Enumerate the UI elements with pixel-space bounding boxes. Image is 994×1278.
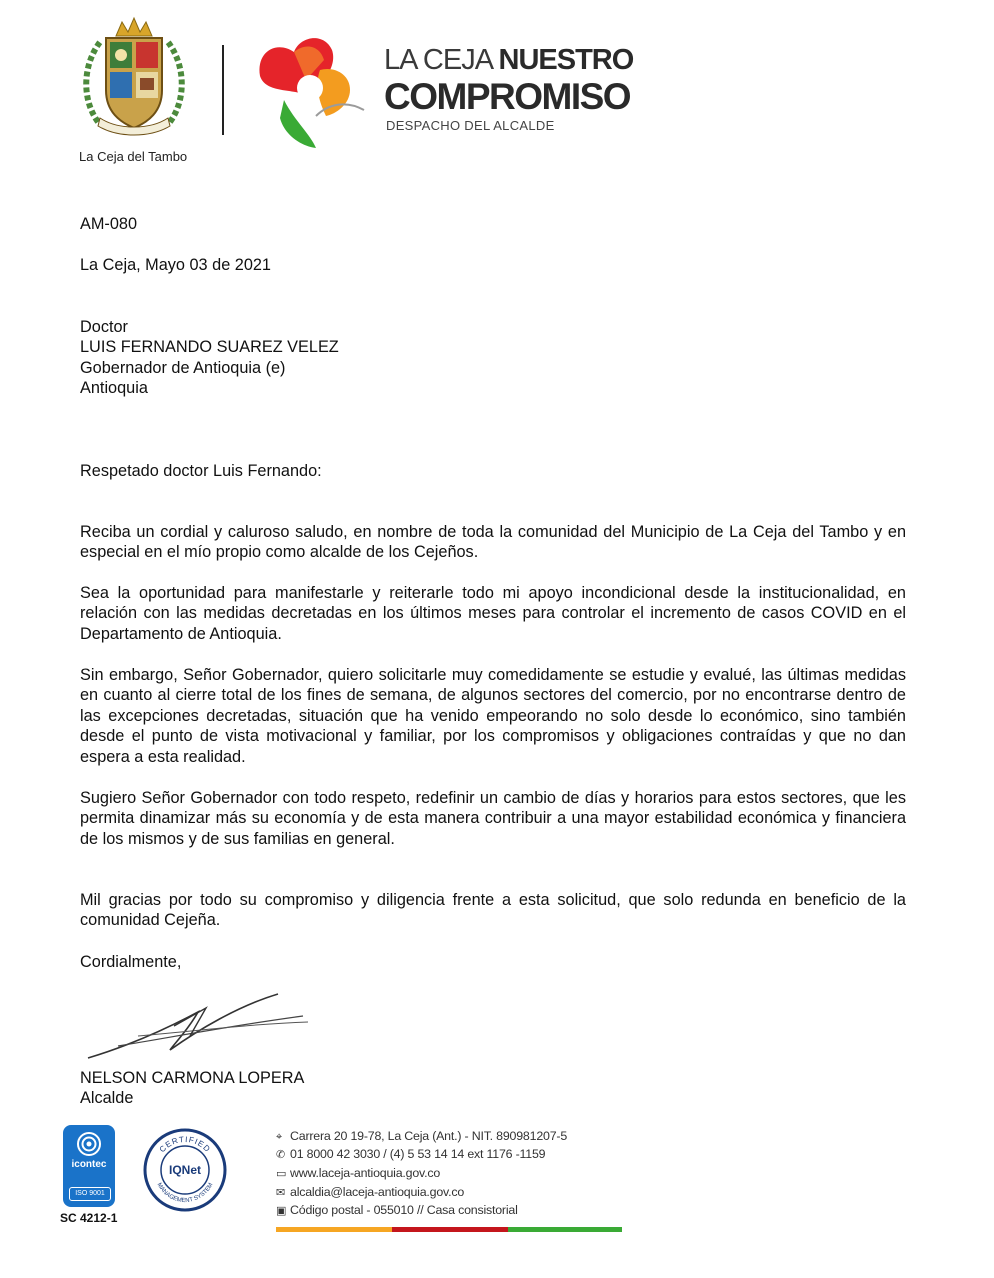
signer-name: NELSON CARMONA LOPERA xyxy=(80,1069,305,1087)
recipient-role: Gobernador de Antioquia (e) xyxy=(80,359,286,377)
location-pin-icon: ⌖ xyxy=(276,1131,282,1143)
color-bar-segment xyxy=(508,1227,622,1232)
icontec-certification-badge xyxy=(63,1125,115,1207)
footer-color-bar xyxy=(276,1227,622,1232)
logo-title-line1 xyxy=(384,44,633,77)
phone-icon: ✆ xyxy=(276,1149,286,1161)
header-divider xyxy=(222,45,224,135)
website-link[interactable]: www.laceja-antioquia.gov.co xyxy=(290,1166,441,1180)
contact-postal xyxy=(276,1203,518,1217)
iqnet-certified-text: CERTIFIED xyxy=(157,1134,213,1155)
icontec-rings-icon xyxy=(76,1131,102,1157)
iqnet-management-text: MANAGEMENT SYSTEM xyxy=(155,1182,215,1205)
signer-role: Alcalde xyxy=(80,1089,134,1107)
logo-subtitle: DESPACHO DEL ALCALDE xyxy=(386,118,555,133)
color-bar-segment xyxy=(276,1227,392,1232)
iqnet-certification-badge xyxy=(143,1128,227,1212)
recipient-title: Doctor xyxy=(80,318,128,336)
recipient-place: Antioquia xyxy=(80,379,148,397)
mailbox-icon: ▣ xyxy=(276,1205,287,1217)
certificate-code: SC 4212-1 xyxy=(60,1211,118,1225)
address-text: Carrera 20 19-78, La Ceja (Ant.) - NIT. 890981207-5 xyxy=(290,1129,568,1143)
iqnet-label: IQNet xyxy=(168,1163,202,1177)
contact-website xyxy=(276,1166,440,1180)
iso-label: ISO 9001 xyxy=(69,1187,111,1201)
recipient-name: LUIS FERNANDO SUAREZ VELEZ xyxy=(80,338,339,356)
email-link[interactable]: alcaldia@laceja-antioquia.gov.co xyxy=(290,1185,465,1199)
municipality-name: La Ceja del Tambo xyxy=(79,149,188,164)
body-paragraph: Reciba un cordial y caluroso saludo, en nombre de toda la comunidad del Municipio de La Ceja del Tambo y en especial en el mío propio como alcalde de los Cejeños. xyxy=(80,523,906,562)
postal-text: Código postal - 055010 // Casa consistorial xyxy=(290,1203,518,1217)
body-paragraph: Mil gracias por todo su compromiso y diligencia frente a esta solicitud, que solo redunda en beneficio de la comunidad Cejeña. xyxy=(80,891,906,930)
phones-text: 01 8000 42 3030 / (4) 5 53 14 14 ext 1176 -1159 xyxy=(290,1147,546,1161)
closing: Cordialmente, xyxy=(80,953,182,971)
contact-phones xyxy=(276,1147,545,1161)
logo-title-light: LA CEJA xyxy=(384,44,499,76)
handwritten-signature xyxy=(78,986,318,1066)
envelope-icon: ✉ xyxy=(276,1187,286,1199)
logo-title-bold: NUESTRO xyxy=(498,44,634,76)
heart-logo xyxy=(254,30,372,150)
color-bar-segment xyxy=(392,1227,508,1232)
body-paragraph: Sugiero Señor Gobernador con todo respeto, redefinir un cambio de días y horarios para estos sectores, que les permita dinamizar más su economía y de esta manera contribuir a una mayor estabilidad económica y financiera de los mismos y de sus familias en general. xyxy=(80,789,906,848)
salutation: Respetado doctor Luis Fernando: xyxy=(80,462,322,480)
contact-address xyxy=(276,1129,567,1144)
computer-icon: ▭ xyxy=(276,1168,287,1180)
logo-title-line2: COMPROMISO xyxy=(384,76,631,117)
body-paragraph: Sin embargo, Señor Gobernador, quiero solicitarle muy comedidamente se estudie y evalué, las últimas medidas en cuanto al cierre total de los fines de semana, de algunos sectores del comercio, por no encontrarse dentro de las excepciones decretadas, situación que ha venido empeorando no solo desde lo económico, sino también desde el punto de vista motivacional y familiar, por los compromisos y obligaciones contraídas y que no dan espera a esta realidad. xyxy=(80,666,906,766)
date-line: La Ceja, Mayo 03 de 2021 xyxy=(80,256,271,274)
contact-email xyxy=(276,1185,464,1199)
reference-code: AM-080 xyxy=(80,215,138,233)
municipal-crest-logo xyxy=(78,14,190,144)
icontec-label: icontec xyxy=(71,1159,107,1170)
body-paragraph: Sea la oportunidad para manifestarle y reiterarle todo mi apoyo incondicional desde la institucionalidad, en relación con las medidas decretadas en los últimos meses para controlar el incremento de casos COVID en el Departamento de Antioquia. xyxy=(80,584,906,643)
